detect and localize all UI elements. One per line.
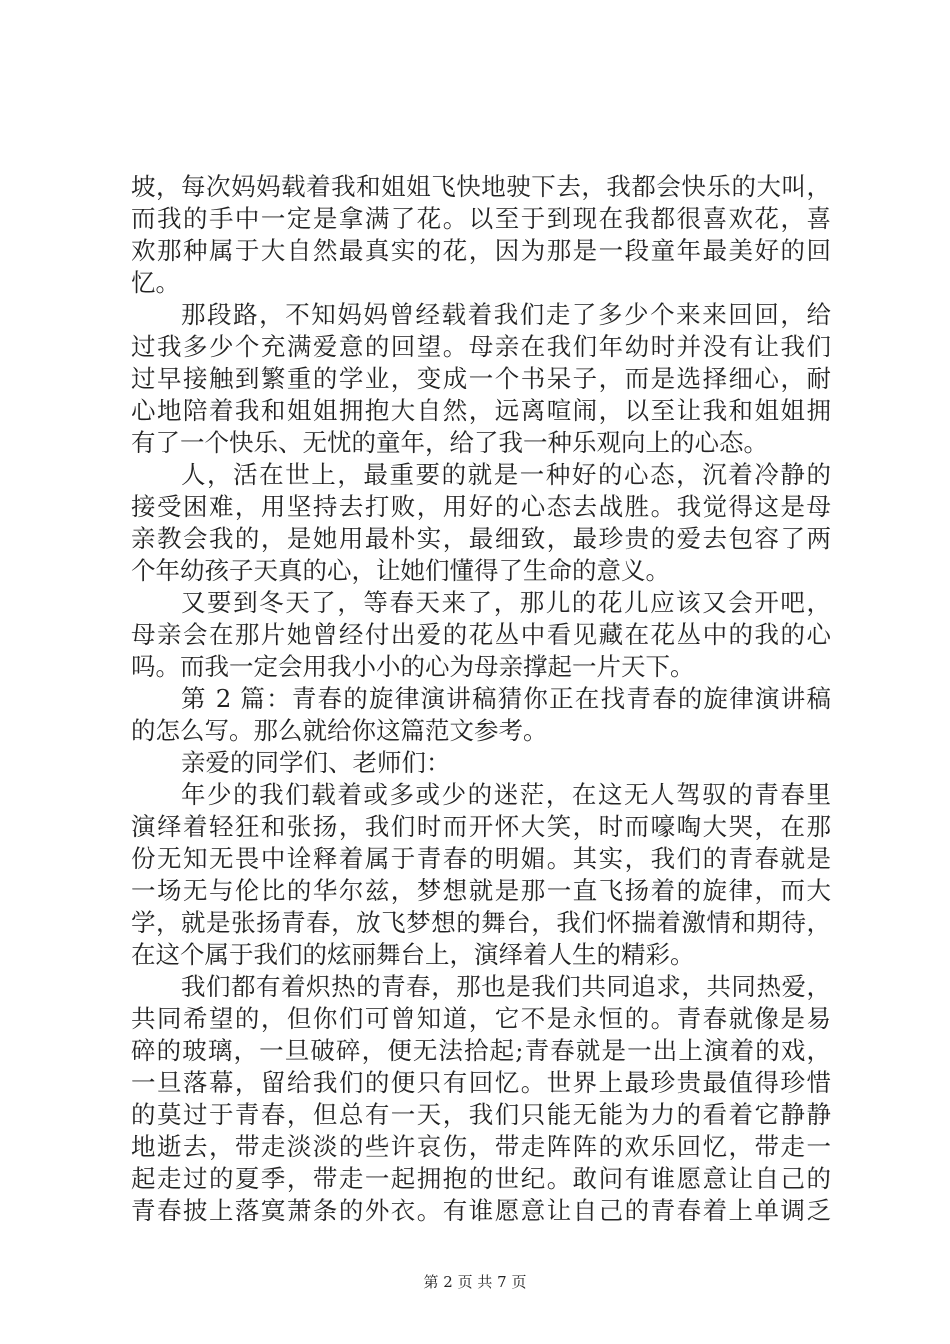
text-line: 一旦落幕，留给我们的便只有回忆。世界上最珍贵最值得珍惜	[131, 1068, 831, 1097]
text-line: 有了一个快乐、无忧的童年，给了我一种乐观向上的心态。	[131, 428, 768, 457]
text-line: 起走过的夏季，带走一起拥抱的世纪。敢问有谁愿意让自己的	[131, 1164, 831, 1193]
text-line: 在这个属于我们的炫丽舞台上，演绎着人生的精彩。	[131, 940, 695, 969]
text-line: 年少的我们载着或多或少的迷茫，在这无人驾驭的青春里	[181, 780, 831, 809]
text-line: 份无知无畏中诠释着属于青春的明媚。其实，我们的青春就是	[131, 844, 831, 873]
text-line: 第 2 篇：青春的旋律演讲稿猜你正在找青春的旋律演讲稿	[181, 684, 831, 713]
text-line: 亲爱的同学们、老师们：	[181, 748, 451, 777]
text-line: 青春披上落寞萧条的外衣。有谁愿意让自己的青春着上单调乏	[131, 1196, 831, 1225]
text-line: 地逝去，带走淡淡的些许哀伤，带走阵阵的欢乐回忆，带走一	[131, 1132, 831, 1161]
text-line: 欢那种属于大自然最真实的花，因为那是一段童年最美好的回	[131, 236, 831, 265]
text-line: 又要到冬天了，等春天来了，那儿的花儿应该又会开吧，	[181, 588, 831, 617]
text-line: 那段路，不知妈妈曾经载着我们走了多少个来来回回，给	[181, 300, 831, 329]
text-line: 坡，每次妈妈载着我和姐姐飞快地驶下去，我都会快乐的大叫，	[131, 172, 831, 201]
text-line: 我们都有着炽热的青春，那也是我们共同追求，共同热爱，	[181, 972, 831, 1001]
text-line: 忆。	[131, 268, 180, 297]
text-line: 亲教会我的，是她用最朴实，最细致，最珍贵的爱去包容了两	[131, 524, 831, 553]
text-line: 过我多少个充满爱意的回望。母亲在我们年幼时并没有让我们	[131, 332, 831, 361]
text-line: 母亲会在那片她曾经付出爱的花丛中看见藏在花丛中的我的心	[131, 620, 831, 649]
text-line: 演绎着轻狂和张扬，我们时而开怀大笑，时而嚎啕大哭，在那	[131, 812, 831, 841]
text-line: 的莫过于青春，但总有一天，我们只能无能为力的看着它静静	[131, 1100, 831, 1129]
text-line: 接受困难，用坚持去打败，用好的心态去战胜。我觉得这是母	[131, 492, 831, 521]
text-line: 学，就是张扬青春，放飞梦想的舞台，我们怀揣着激情和期待，	[131, 908, 831, 937]
page-footer: 第 2 页 共 7 页	[423, 1273, 527, 1291]
text-line: 个年幼孩子天真的心，让她们懂得了生命的意义。	[131, 556, 670, 585]
document-body	[131, 171, 831, 1227]
text-line: 过早接触到繁重的学业，变成一个书呆子，而是选择细心，耐	[131, 364, 831, 393]
text-line: 一场无与伦比的华尔兹，梦想就是那一直飞扬着的旋律，而大	[131, 876, 831, 905]
text-line: 心地陪着我和姐姐拥抱大自然，远离喧闹，以至让我和姐姐拥	[131, 396, 831, 425]
text-line: 碎的玻璃，一旦破碎，便无法拾起;青春就是一出上演着的戏，	[131, 1036, 831, 1065]
text-line: 共同希望的，但你们可曾知道，它不是永恒的。青春就像是易	[131, 1004, 831, 1033]
text-line: 人，活在世上，最重要的就是一种好的心态，沉着冷静的	[181, 460, 831, 489]
text-line: 而我的手中一定是拿满了花。以至于到现在我都很喜欢花，喜	[131, 204, 831, 233]
text-line: 的怎么写。那么就给你这篇范文参考。	[131, 716, 548, 745]
text-line: 吗。而我一定会用我小小的心为母亲撑起一片天下。	[131, 652, 695, 681]
